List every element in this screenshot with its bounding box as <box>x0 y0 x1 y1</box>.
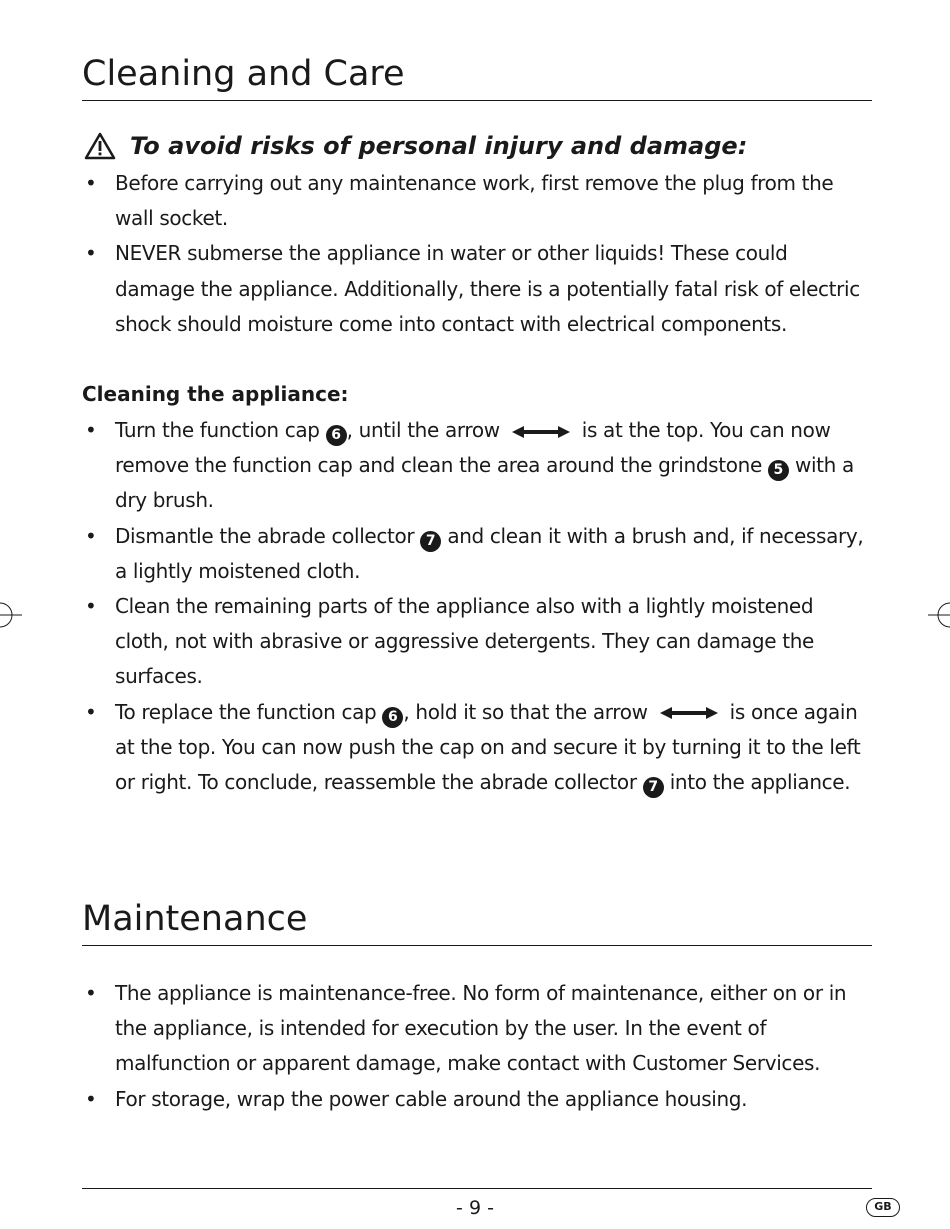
part-number-badge: 6 <box>382 707 403 728</box>
language-badge: GB <box>866 1198 900 1217</box>
cleaning-list <box>82 413 872 800</box>
part-number-badge: 7 <box>420 531 441 552</box>
warning-list <box>82 166 872 342</box>
list-item: • Clean the remaining parts of the appliance also with a lightly moistened cloth, not with abrasive or aggressive detergents. They can damage the surfaces. <box>82 589 872 695</box>
list-item <box>82 519 872 589</box>
list-item: • For storage, wrap the power cable around the appliance housing. <box>82 1082 872 1117</box>
part-number-badge: 5 <box>768 460 789 481</box>
list-item: • NEVER submerse the appliance in water or other liquids! These could damage the appliance. Additionally, there is a potentially fatal risk of electric shock should moisture come into contact with electrical components. <box>82 236 872 342</box>
warning-title: To avoid risks of personal injury and damage: <box>130 132 748 160</box>
warning-heading <box>84 126 864 166</box>
text-segment: into the appliance. <box>669 770 851 795</box>
text-segment: is once again at the top. You can now push the cap on and secure it by turning it to the left or right. To conclude, reassemble the abrade collector <box>115 699 861 795</box>
footer-divider <box>82 1188 872 1189</box>
warning-triangle-icon <box>84 132 116 160</box>
text-segment: with a dry brush. <box>115 453 854 513</box>
list-item: • Before carrying out any maintenance work, first remove the plug from the wall socket. <box>82 166 872 236</box>
page-number: - 9 - <box>456 1197 494 1219</box>
double-arrow-icon <box>512 425 570 439</box>
list-item: • The appliance is maintenance-free. No form of maintenance, either on or in the appliance, is intended for execution by the user. In the event of malfunction or apparent damage, make contact with Customer Services. <box>82 976 872 1082</box>
double-arrow-icon <box>660 706 718 720</box>
text-segment: , until the arrow <box>346 418 500 442</box>
part-number-badge: 7 <box>643 777 664 798</box>
list-item <box>82 413 872 519</box>
text-segment: Turn the function cap <box>115 418 320 442</box>
text-segment: and clean it with a brush and, if necessary, a lightly moistened cloth. <box>115 523 864 583</box>
text-segment: , hold it so that the arrow <box>403 699 648 724</box>
crop-mark-right <box>926 600 950 630</box>
part-number-badge: 6 <box>326 425 347 446</box>
crop-mark-left <box>0 600 24 630</box>
list-item <box>82 695 872 801</box>
maintenance-heading: Maintenance <box>82 897 872 946</box>
text-segment: To replace the function cap <box>115 699 377 724</box>
cleaning-subheading: Cleaning the appliance: <box>82 382 349 406</box>
maintenance-list <box>82 976 872 1117</box>
cleaning-care-heading: Cleaning and Care <box>82 52 872 101</box>
text-segment: Dismantle the abrade collector <box>115 523 415 548</box>
text-segment: is at the top. You can now remove the function cap and clean the area around the grindstone <box>115 418 831 478</box>
